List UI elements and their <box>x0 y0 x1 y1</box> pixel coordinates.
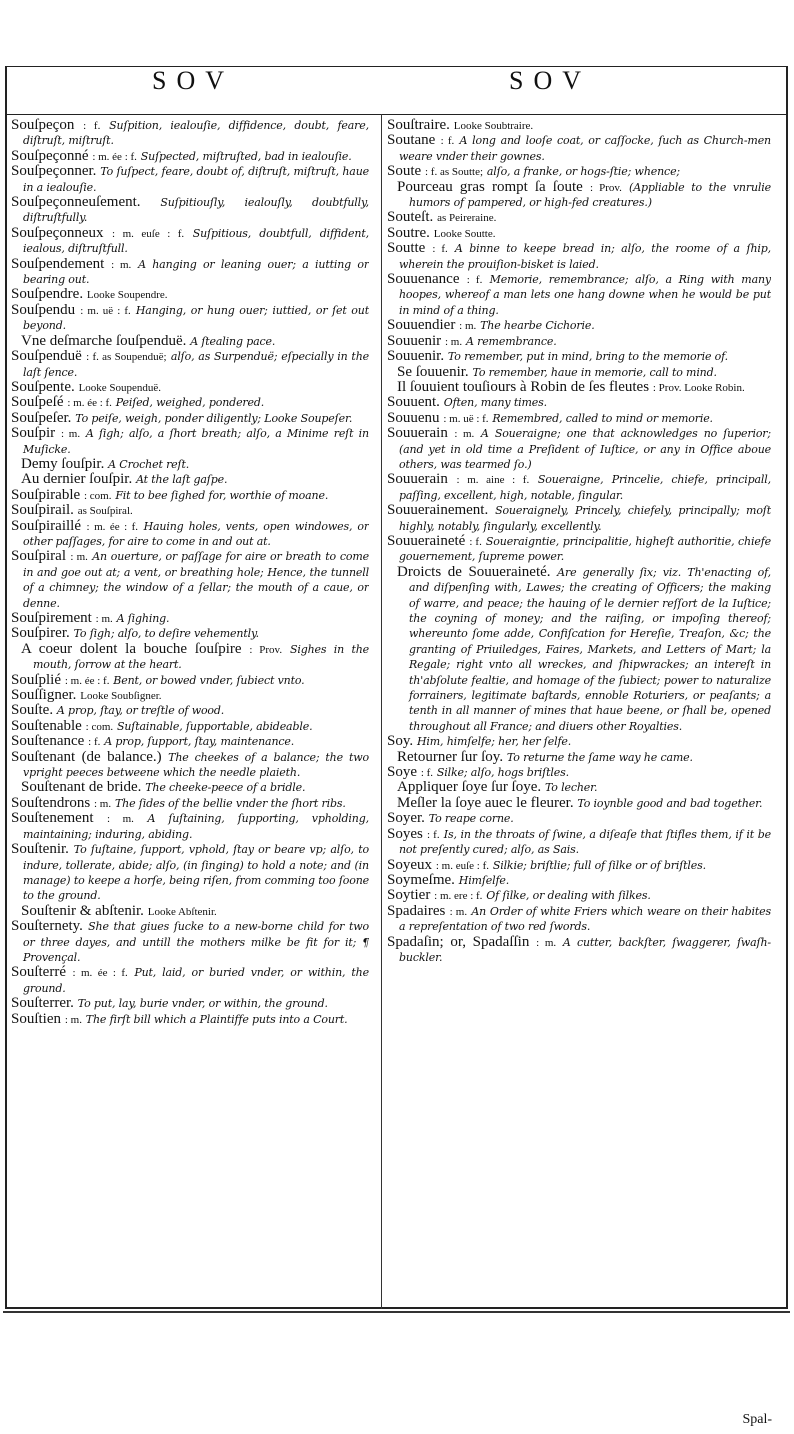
headword: Souuenir. <box>387 348 445 365</box>
translation: Put, laid, or buried vnder, or within, the ground. <box>23 966 369 995</box>
sub-entry <box>387 796 771 811</box>
translation: (Appliable to the vnrulie humors of pampered, or high-fed creatures.) <box>409 180 771 210</box>
headword: Soyeux <box>387 856 432 873</box>
headword: Souſtenant de bride. <box>21 779 142 796</box>
translation: To returne the ſame way he came. <box>506 750 693 764</box>
headword: Souuent. <box>387 394 440 411</box>
grammar-note: : m. aine : f. <box>456 474 530 487</box>
grammar-note: : Prov. <box>589 181 622 194</box>
dictionary-entry <box>387 118 771 133</box>
dictionary-entry <box>11 611 369 626</box>
translation: To put, lay, burie vnder, or within, the ground. <box>77 997 328 1011</box>
dictionary-entry <box>387 935 771 966</box>
translation: The hearbe Cichorie. <box>480 319 595 333</box>
dictionary-entry <box>11 380 369 395</box>
translation: Suſtainable, ſupportable, abideable. <box>116 719 313 733</box>
sub-entry <box>11 472 369 487</box>
dictionary-entry <box>387 241 771 272</box>
dictionary-entry <box>387 873 771 888</box>
headword: Souuerain <box>387 425 448 442</box>
sub-entry <box>11 780 369 795</box>
column-divider <box>381 114 382 1309</box>
grammar-note: : f. as Soutte; <box>425 166 484 179</box>
headword: Souſtraire. <box>387 118 450 133</box>
translation: Suſpected, miſtruſted, bad in iealouſie. <box>140 149 352 163</box>
headword: Souſpeçonner. <box>11 163 97 180</box>
headword: Souſte. <box>11 702 54 719</box>
headword: Souſpirable <box>11 486 81 503</box>
translation: A ſuſtaining, ſupporting, vpholding, maintaining; induring, abiding. <box>23 812 369 841</box>
grammar-note: : Prov. <box>249 643 283 656</box>
header-rule <box>5 114 788 115</box>
translation: The cheeke-peece of a bridle. <box>145 781 306 795</box>
headword: Souſpirer. <box>11 625 70 642</box>
dictionary-entry <box>387 534 771 565</box>
headword: Souſtenir & abſtenir. <box>21 902 144 919</box>
grammar-note: : Prov. Looke Robin. <box>652 381 745 394</box>
dictionary-entry <box>387 133 771 164</box>
translation: The firſt bill which a Plaintiffe puts into a Court. <box>85 1012 348 1026</box>
headword: Souſpirail. <box>11 502 74 519</box>
headword: Souſpirement <box>11 610 92 626</box>
dictionary-entry <box>11 996 369 1011</box>
headword: Soutre. <box>387 224 430 241</box>
dictionary-entry <box>387 226 771 241</box>
dictionary-entry <box>387 904 771 935</box>
headword: Souuenance <box>387 271 460 288</box>
dictionary-entry <box>11 488 369 503</box>
headword: Pourceau gras rompt ſa ſoute <box>397 178 583 195</box>
dictionary-entry <box>387 472 771 503</box>
grammar-note: : m. ée : f. <box>67 397 112 410</box>
headword: Demy ſouſpir. <box>21 455 105 472</box>
translation: A Crochet reſt. <box>108 457 190 471</box>
headword: Souſtenance <box>11 733 85 750</box>
headword: Souuendier <box>387 317 456 334</box>
translation: Is, in the throats of ſwine, a diſeaſe that ſtifles them, if it be not preſently cured; alſo, as Sais. <box>399 827 771 857</box>
translation: Hanging, or hung ouer; iuttied, or ſet out beyond. <box>23 303 369 333</box>
catchword: Spal- <box>742 1412 772 1427</box>
translation: Soueraignely, Princely, chiefely, principally; moſt highly, notably, ſingularly, excellently. <box>399 504 771 533</box>
dictionary-entry <box>11 750 369 781</box>
dictionary-entry <box>11 919 369 965</box>
translation: To lecher. <box>544 781 598 795</box>
headword: Soymeſme. <box>387 871 455 888</box>
translation: Suſpition, iealouſie, diffidence, doubt, feare, diſtruſt, miſtruſt. <box>23 119 369 148</box>
translation: Peiſed, weighed, pondered. <box>115 396 265 410</box>
translation: To remember, haue in memorie, call to mind. <box>472 365 717 379</box>
translation: Hauing holes, vents, open windowes, or other paſſages, for aire to come in and out at. <box>23 519 369 548</box>
grammar-note: : f. <box>440 135 455 148</box>
sub-entry <box>387 780 771 795</box>
headword: Souſternety. <box>11 918 83 935</box>
headword: Soute <box>387 163 422 180</box>
headword: A coeur dolent la bouche ſouſpire <box>21 640 242 657</box>
headword: Souſpeſer. <box>11 409 72 426</box>
translation: To ſuſpect, feare, doubt of, diſtruſt, miſtruſt, haue in a iealouſie. <box>23 165 369 194</box>
grammar-note: : m. euſe : f. <box>112 227 185 240</box>
translation: An ouerture, or paſſage for aire or breath to come in and goe out at; a vent, or breathing hole; Hence, the tunnell of a chimney; the window of a ſellar; the mouth of a caue, or denne. <box>23 550 369 610</box>
translation: To peiſe, weigh, ponder diligently; Looke Soupeſer. <box>75 411 353 425</box>
grammar-note: : m. <box>536 936 557 949</box>
grammar-note: : m. uë : f. <box>443 412 489 425</box>
translation: A ſighing. <box>116 612 170 625</box>
headword: Souuerain <box>387 471 448 488</box>
headword: Au dernier ſouſpir. <box>21 471 133 488</box>
translation: A long and looſe coat, or caſſocke, ſuch as Church-men weare vnder their gownes. <box>399 134 771 163</box>
grammar-note: : m. <box>107 813 134 826</box>
dictionary-entry <box>11 195 369 226</box>
translation: A prop, ſtay, or treſtle of wood. <box>56 704 225 718</box>
sub-entry <box>11 904 369 919</box>
grammar-note: : m. <box>95 613 113 625</box>
headword: Souſpeçonné <box>11 147 89 164</box>
grammar-note: Looke Soubſigner. <box>80 690 162 703</box>
translation: Of ſilke, or dealing with ſilkes. <box>486 889 651 903</box>
headword: Souſpiraillé <box>11 517 81 534</box>
grammar-note: Looke Abſtenir. <box>147 905 217 918</box>
headword: Souſpeſé <box>11 394 64 411</box>
sub-entry <box>387 180 771 211</box>
translation: A Soueraigne; one that acknowledges no ſuperior; (and yet in old time a Preſident of Iuſtice, or any in Office aboue others, was tearmed ſo.) <box>399 427 771 471</box>
translation: Are generally ſix; viz. Th'enacting of, and diſpenſing with, Lawes; the creating of Officers; the making of warre, and peace; the hauing of le dernier reſſort de la Iuſtice; the coyning of money; and the raiſing, or impoſing thereof; whereunto ſome adde, Confiſcation for Hereſie, Treaſon, &c; the granting of Priuiledges, Faires, Markets, and Letters of Mart; la Regale; right vnto all wreckes, and ſhipwrackes; an intereſt in th'abſolute fealtie, and homage of the ſubiect; power to naturalize forrainers, legitimate baſtards, ennoble Roturiers, or peaſants; a tenth in all manner of mines that haue beene, or ſhall be, opened throughout all France; and diuers other Royalties. <box>409 565 771 733</box>
dictionary-entry <box>11 688 369 703</box>
dictionary-entry <box>11 149 369 164</box>
dictionary-entry <box>11 395 369 410</box>
grammar-note: : com. <box>83 489 112 502</box>
dictionary-entry <box>387 318 771 333</box>
translation: The ſides of the bellie vnder the ſhort ribs. <box>114 796 346 810</box>
headword: Souſpeçonneuſement. <box>11 194 141 211</box>
dictionary-entry <box>387 164 771 179</box>
translation: A prop, ſupport, ſtay, maintenance. <box>104 735 295 749</box>
dictionary-entry <box>387 426 771 472</box>
headword: Souſtenement <box>11 810 94 827</box>
grammar-note: : m. euſe : f. <box>435 859 489 872</box>
dictionary-entry <box>387 811 771 826</box>
dictionary-entry <box>387 334 771 349</box>
headword: Souſterré <box>11 964 66 981</box>
grammar-note: : m. <box>94 797 112 810</box>
translation: An Order of white Friers which weare on their habites a repreſentation of two red ſwords. <box>399 904 771 934</box>
dictionary-entry <box>11 842 369 904</box>
dictionary-entry <box>11 226 369 257</box>
dictionary-entry <box>11 257 369 288</box>
left-column <box>11 118 369 1306</box>
headword: Souteſt. <box>387 209 434 226</box>
headword: Souſſigner. <box>11 687 77 704</box>
grammar-note: : m. <box>454 428 475 441</box>
dictionary-entry <box>11 796 369 811</box>
translation: A binne to keepe bread in; alſo, the roome of a ſhip, wherein the prouiſion-bisket is laied. <box>399 242 771 271</box>
translation: A cutter, backſter, ſwaggerer, ſwaſh-buckler. <box>399 935 771 964</box>
grammar-note: : f. <box>83 120 101 132</box>
grammar-note: : m. ée : f. <box>64 674 110 687</box>
translation: Silkie; briſtlie; full of ſilke or of briſtles. <box>492 858 706 872</box>
dictionary-entry <box>11 519 369 550</box>
grammar-note: : f. as Soupenduë; <box>86 351 167 364</box>
grammar-note: Looke Soupenduë. <box>78 381 162 394</box>
translation: A ſtealing pace. <box>190 334 276 348</box>
translation: At the laſt gaſpe. <box>136 473 228 487</box>
translation: Fit to bee ſighed for, worthie of moane. <box>115 488 329 502</box>
bottom-rule <box>3 1311 790 1313</box>
dictionary-entry <box>11 734 369 749</box>
dictionary-entry <box>11 1012 369 1027</box>
translation: To ioynble good and bad together. <box>577 796 763 810</box>
dictionary-entry <box>11 426 369 457</box>
headword: Souſpeçon <box>11 118 75 133</box>
translation: Soueraigne, Princelie, chiefe, principall, paſſing, excellent, high, notable, ſingular. <box>399 473 771 502</box>
dictionary-entry <box>387 858 771 873</box>
headword: Souſtendrons <box>11 794 91 811</box>
sub-entry <box>387 380 771 395</box>
translation: Bent, or bowed vnder, ſubiect vnto. <box>113 673 305 687</box>
translation: To reape corne. <box>428 812 514 826</box>
grammar-note: : m. <box>64 1013 82 1026</box>
headword: Souſtenir. <box>11 841 69 858</box>
grammar-note: : m. <box>111 258 132 271</box>
translation: Sighes in the mouth, ſorrow at the heart. <box>33 642 369 672</box>
headword: Soytier <box>387 887 431 904</box>
dictionary-entry <box>11 965 369 996</box>
headword: Souuenir <box>387 332 442 349</box>
headword: Soyer. <box>387 810 425 827</box>
grammar-note: : m. <box>449 905 468 918</box>
headword: Il ſouuient touſiours à Robin de ſes fleutes <box>397 378 650 395</box>
headword: Souſterrer. <box>11 995 74 1012</box>
headword: Souſpenduë <box>11 348 82 365</box>
sub-entry <box>11 642 369 673</box>
translation: Soueraigntie, principalitie, higheſt authoritie, chiefe gouernement, ſupreme power. <box>399 534 771 564</box>
sub-entry <box>11 457 369 472</box>
headword: Meſler la ſoye auec le fleurer. <box>397 794 574 811</box>
headword: Soyes <box>387 825 423 842</box>
dictionary-entry <box>387 210 771 225</box>
headword: Soye <box>387 764 417 781</box>
dictionary-entry <box>11 626 369 641</box>
headword: Se ſouuenir. <box>397 363 469 380</box>
grammar-note: : m. <box>60 428 81 441</box>
headword: Souſtien <box>11 1010 62 1027</box>
dictionary-entry <box>11 703 369 718</box>
dictionary-entry <box>11 719 369 734</box>
running-head-left: SOV <box>152 66 235 95</box>
headword: Souſtenable <box>11 717 82 734</box>
dictionary-entry <box>387 349 771 364</box>
grammar-note: : com. <box>85 720 114 733</box>
dictionary-entry <box>11 164 369 195</box>
headword: Souuerainement. <box>387 502 489 519</box>
headword: Souſpendement <box>11 255 105 272</box>
grammar-note: as Peireraine. <box>437 212 497 225</box>
dictionary-entry <box>11 411 369 426</box>
headword: Souſpiral <box>11 548 66 565</box>
grammar-note: as Souſpiral. <box>77 505 133 518</box>
dictionary-entry <box>11 349 369 380</box>
headword: Droicts de Souueraineté. <box>397 563 551 580</box>
translation: Himſelfe. <box>458 873 510 887</box>
grammar-note: : m. <box>445 335 463 348</box>
headword: Souſtenant (de balance.) <box>11 748 162 765</box>
translation: Suſpitious, doubtfull, diffident, iealous, diſtruſtfull. <box>23 226 369 256</box>
grammar-note: : m. ée : f. <box>72 967 128 980</box>
grammar-note: : m. ée : f. <box>86 520 139 533</box>
translation: To remember, put in mind, bring to the memorie of. <box>447 350 729 364</box>
translation: Silke; alſo, hogs briſtles. <box>436 766 569 780</box>
dictionary-entry <box>387 395 771 410</box>
grammar-note: Looke Soubtraire. <box>453 120 534 132</box>
grammar-note: : m. <box>70 551 88 564</box>
sub-entry <box>11 334 369 349</box>
headword: Souſpendu <box>11 301 76 318</box>
translation: Memorie, remembrance; alſo, a Ring with many hoopes, whereof a man lets one hang downe when he would be put in mind of a thing. <box>399 273 771 317</box>
translation: A hanging or leaning ouer; a iutting or bearing out. <box>23 257 369 287</box>
translation: A ſigh; alſo, a ſhort breath; alſo, a Minime reſt in Muſicke. <box>23 427 369 456</box>
headword: Souſpente. <box>11 378 75 395</box>
right-column <box>387 118 771 1306</box>
grammar-note: Looke Soupendre. <box>86 289 168 302</box>
headword: Soutane <box>387 132 436 149</box>
dictionary-entry <box>387 272 771 318</box>
translation: alſo, a franke, or hogs-ſtie; whence; <box>486 165 680 179</box>
headword: Souſpendre. <box>11 286 84 303</box>
dictionary-entry <box>11 811 369 842</box>
translation: The cheekes of a balance; the two vpright peeces betweene which the needle plaieth. <box>23 750 369 780</box>
dictionary-entry <box>387 734 771 749</box>
grammar-note: : f. <box>469 535 482 548</box>
dictionary-entry <box>387 888 771 903</box>
headword: Soutte <box>387 240 426 257</box>
grammar-note: : f. <box>427 828 440 841</box>
translation: Remembred, called to mind or memorie. <box>492 411 713 425</box>
dictionary-entry <box>11 503 369 518</box>
translation: She that giues ſucke to a new-borne child for two or three dayes, and untill the mothers milke be fit for it; ¶ Provençal. <box>23 920 369 964</box>
headword: Souſpir <box>11 425 56 442</box>
translation: Often, many times. <box>443 396 547 410</box>
translation: To ſuſtaine, ſupport, vphold, ſtay or beare vp; alſo, to indure, tollerate, abide; alſo, (in ſinging) to hold a note; and (in manage) to keepe a horſe, being riſen, from comming too ſoone to the ground. <box>23 843 369 903</box>
grammar-note: : m. ere : f. <box>434 890 483 903</box>
headword: Souuenu <box>387 409 440 426</box>
grammar-note: : m. ée : f. <box>92 150 137 163</box>
sub-entry <box>387 750 771 765</box>
headword: Spadaires <box>387 902 446 919</box>
translation: alſo, as Surpenduë; eſpecially in the laſt ſence. <box>23 350 369 379</box>
dictionary-entry <box>11 303 369 334</box>
headword: Appliquer ſoye ſur ſoye. <box>397 779 542 796</box>
headword: Souſpeçonneux <box>11 224 104 241</box>
dictionary-entry <box>11 287 369 302</box>
headword: Spadaſin; or, Spadaſſin <box>387 933 530 950</box>
dictionary-entry <box>11 118 369 149</box>
sub-entry <box>387 565 771 734</box>
headword: Retourner ſur ſoy. <box>397 748 504 765</box>
running-head-right: SOV <box>509 66 592 95</box>
translation: To ſigh; alſo, to deſire vehemently. <box>73 627 259 641</box>
dictionary-entry <box>11 673 369 688</box>
headword: Souſplié <box>11 671 62 688</box>
translation: Him, himſelfe; her, her ſelfe. <box>416 735 572 749</box>
dictionary-entry <box>11 549 369 611</box>
headword: Souueraineté <box>387 532 466 549</box>
grammar-note: Looke Soutte. <box>433 227 496 240</box>
grammar-note: : f. <box>420 767 434 780</box>
grammar-note: : f. <box>466 274 483 287</box>
headword: Soy. <box>387 733 414 750</box>
translation: Suſpitiouſly, iealouſly, doubtfully, diſtruſtfully. <box>23 196 369 225</box>
grammar-note: : m. uë : f. <box>80 304 131 317</box>
sub-entry <box>387 365 771 380</box>
grammar-note: : f. <box>432 243 448 256</box>
translation: A remembrance. <box>465 334 557 348</box>
dictionary-entry <box>387 411 771 426</box>
dictionary-entry <box>387 503 771 534</box>
grammar-note: : f. <box>88 736 101 749</box>
dictionary-entry <box>387 827 771 858</box>
headword: Vne deſmarche ſouſpenduë. <box>21 332 187 349</box>
grammar-note: : m. <box>459 320 477 333</box>
dictionary-entry <box>387 765 771 780</box>
